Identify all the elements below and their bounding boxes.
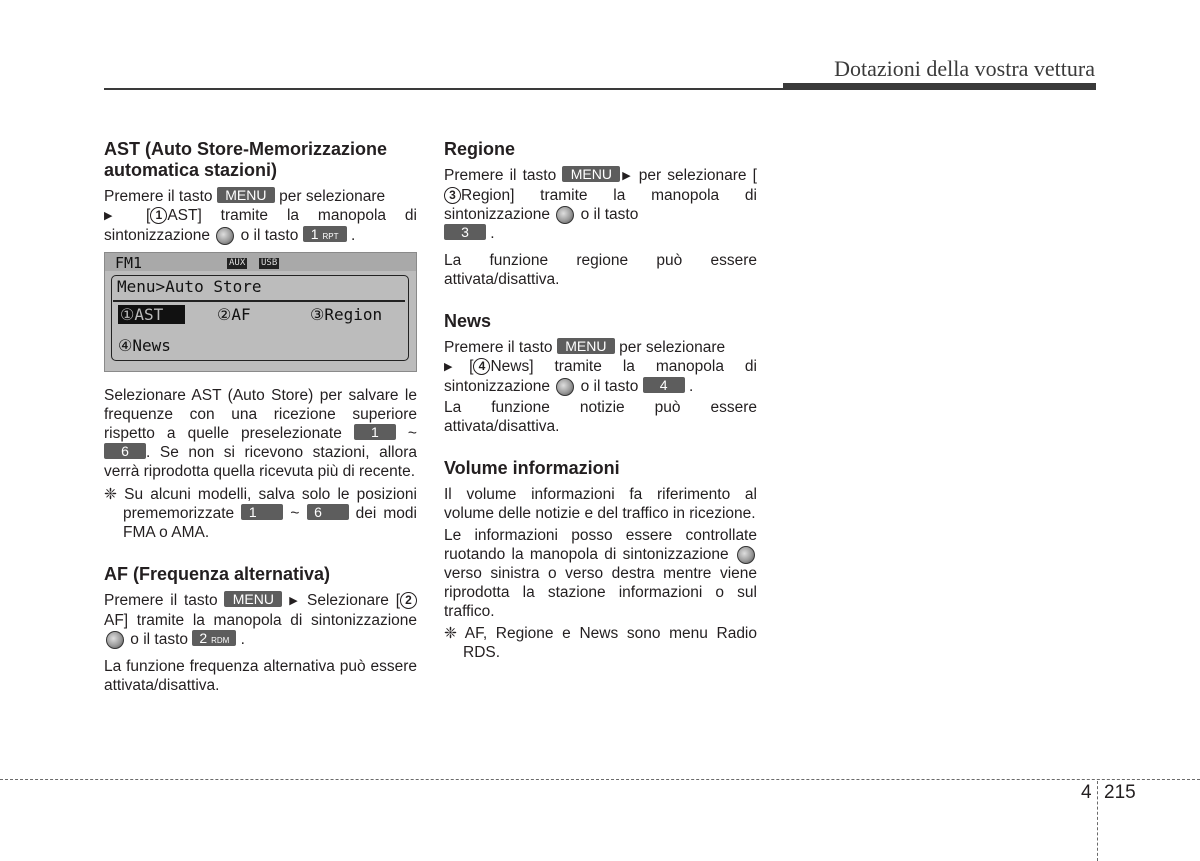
text: ❈ Su alcuni modelli, salva solo le posizioni prememorizzate xyxy=(104,486,417,522)
text: News] tramite la manopola di sintonizzazione xyxy=(444,358,757,395)
usb-badge: USB xyxy=(261,258,278,268)
tuning-knob-icon xyxy=(556,206,574,224)
text: ~ xyxy=(395,425,417,442)
text: Premere il tasto xyxy=(104,188,217,205)
key-6-button: 6 xyxy=(104,443,146,459)
text: . xyxy=(346,227,356,244)
key-sublabel: RDM xyxy=(211,636,230,645)
circled-number-3-icon: 3 xyxy=(444,187,461,204)
menu-button: MENU xyxy=(224,591,282,607)
volume-note: ❈ AF, Regione e News sono menu Radio RDS. xyxy=(444,625,757,661)
volume-paragraph-1: Il volume informazioni fa riferimento al volume delle notizie e del traffico in ricezione. xyxy=(444,486,757,522)
regione-heading: Regione xyxy=(444,139,516,159)
ast-paragraph-1 xyxy=(104,187,417,245)
ast-paragraph-2 xyxy=(104,386,417,481)
key-6-button: 6 xyxy=(307,504,349,520)
menu-button: MENU xyxy=(562,166,620,182)
volume-heading: Volume informazioni xyxy=(444,458,620,478)
text: Premere il tasto xyxy=(444,339,557,356)
text: per selezionare xyxy=(274,188,386,205)
arrow-right-icon: ▶ xyxy=(289,595,301,607)
text: o il tasto xyxy=(126,631,193,648)
arrow-right-icon: ▶ xyxy=(104,210,128,222)
page-header-title: Dotazioni della vostra vettura xyxy=(834,56,1095,81)
circled-number-4-icon: 4 xyxy=(473,358,490,375)
text: verso sinistra o verso destra mentre viene riprodotta la stazione informazioni o sul traffico. xyxy=(444,565,757,620)
text: o il tasto xyxy=(576,206,639,223)
arrow-right-icon: ▶ xyxy=(620,170,633,182)
radio-display-screenshot xyxy=(104,252,417,372)
text: per selezionare [ xyxy=(632,167,757,184)
column-right xyxy=(444,139,757,662)
regione-paragraph-2: La funzione regione può essere attivata/disattiva. xyxy=(444,252,757,288)
display-option-af: ②AF xyxy=(217,305,251,324)
text: Selezionare AST (Auto Store) per salvare le frequenze con una ricezione superiore rispetto a quelle preselezionate xyxy=(104,387,417,442)
text: Premere il tasto xyxy=(104,592,225,609)
text: ~ xyxy=(283,505,307,522)
tuning-knob-icon xyxy=(556,378,574,396)
aux-badge: AUX xyxy=(229,258,246,268)
text: AF] tramite la manopola di sintonizzazione xyxy=(104,612,417,629)
key-label: 1 xyxy=(310,226,319,242)
chapter-number: 4 xyxy=(1081,782,1092,803)
af-paragraph-2: La funzione frequenza alternativa può essere attivata/disattiva. xyxy=(104,658,417,694)
text: . xyxy=(486,225,495,242)
menu-button: MENU xyxy=(217,187,275,203)
text: Le informazioni posso essere controllate ruotando la manopola di sintonizzazione xyxy=(444,527,757,563)
key-1-button: 1 xyxy=(354,424,396,440)
af-heading: AF (Frequenza alternativa) xyxy=(104,564,331,584)
text: Selezionare [ xyxy=(300,592,401,609)
circled-number-1-icon: 1 xyxy=(150,207,167,224)
text: o il tasto xyxy=(236,227,303,244)
text: . xyxy=(684,378,694,395)
tuning-knob-icon xyxy=(737,546,755,564)
regione-paragraph-1 xyxy=(444,166,757,243)
text: o il tasto xyxy=(576,378,643,395)
text: dei modi FMA o AMA. xyxy=(123,505,417,541)
key-1-rpt-button xyxy=(303,226,347,242)
display-option-news: ④News xyxy=(118,336,171,355)
display-option-ast: ①AST xyxy=(118,305,185,324)
text: [ xyxy=(469,358,474,375)
text: Premere il tasto xyxy=(444,167,563,184)
footer-rule-vertical xyxy=(1097,781,1098,861)
tuning-knob-icon xyxy=(106,631,124,649)
text: per selezionare xyxy=(614,339,726,356)
text: AST] tramite la manopola di sintonizzazione xyxy=(104,207,417,244)
display-menu-title: Menu>Auto Store xyxy=(117,277,262,296)
display-divider xyxy=(113,300,405,302)
key-sublabel: RPT xyxy=(322,232,339,241)
text: Region] tramite la manopola di sintonizzazione xyxy=(444,187,757,223)
tuning-knob-icon xyxy=(216,227,234,245)
header-rule-thin xyxy=(104,88,784,90)
page-number: 215 xyxy=(1104,782,1136,803)
news-paragraph-2: La funzione notizie può essere attivata/disattiva. xyxy=(444,399,757,435)
text: [ xyxy=(127,207,151,224)
text: . xyxy=(236,631,245,648)
key-2-rdm-button xyxy=(192,630,236,646)
key-1-button: 1 xyxy=(241,504,283,520)
ast-heading: AST (Auto Store-Memorizzazione automatica stazioni) xyxy=(104,139,388,180)
display-band: FM1 xyxy=(115,254,143,272)
text: . Se non si ricevono stazioni, allora verrà riprodotta quella ricevuta più di recente. xyxy=(104,444,417,480)
news-paragraph-1 xyxy=(444,338,757,396)
footer-rule-horizontal xyxy=(0,779,1200,780)
news-heading: News xyxy=(444,311,492,331)
key-label: 2 xyxy=(199,630,208,646)
ast-note xyxy=(104,485,417,542)
column-left xyxy=(104,139,417,695)
header-rule-thick xyxy=(783,83,1096,90)
display-option-region: ③Region xyxy=(310,305,383,324)
menu-button: MENU xyxy=(557,338,615,354)
key-3-button: 3 xyxy=(444,224,486,240)
af-paragraph-1 xyxy=(104,591,417,649)
circled-number-2-icon: 2 xyxy=(400,592,417,609)
key-4-button: 4 xyxy=(643,377,685,393)
volume-paragraph-2 xyxy=(444,526,757,621)
arrow-right-icon: ▶ xyxy=(444,361,470,373)
